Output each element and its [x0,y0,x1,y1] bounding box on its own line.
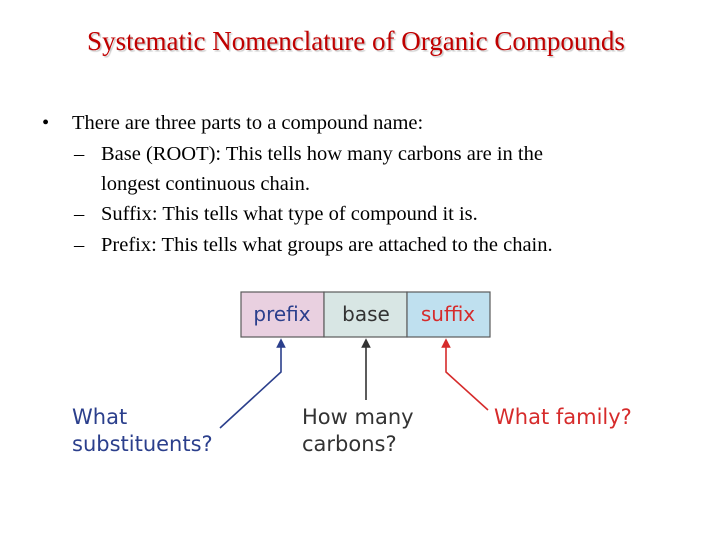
suffix-box-label: suffix [420,302,476,326]
base-box-label: base [342,302,390,326]
sub-bullet-prefix-text: Prefix: This tells what groups are attached to the chain. [101,234,553,256]
sub-bullet-suffix-text: Suffix: This tells what type of compound it is. [101,203,478,225]
base-question-line1: How many [302,405,414,429]
sub-bullet-base-line2: longest continuous chain. [101,173,310,195]
slide-title: Systematic Nomenclature of Organic Compounds [87,26,625,56]
suffix-arrow [446,343,488,410]
bullet-dot: • [42,112,50,134]
sub-bullet-dash: – [74,143,85,165]
sub-bullet-dash: – [74,203,85,225]
suffix-question: What family? [494,405,632,429]
base-question-line2: carbons? [302,432,397,456]
bullet-main-text: There are three parts to a compound name: [72,112,424,134]
prefix-box-label: prefix [253,302,311,326]
prefix-question-line2: substituents? [72,432,213,456]
sub-bullet-base-line1: Base (ROOT): This tells how many carbons are in the [101,143,543,165]
prefix-arrow [220,343,281,428]
sub-bullet-dash: – [74,234,85,256]
prefix-question-line1: What [72,405,128,429]
